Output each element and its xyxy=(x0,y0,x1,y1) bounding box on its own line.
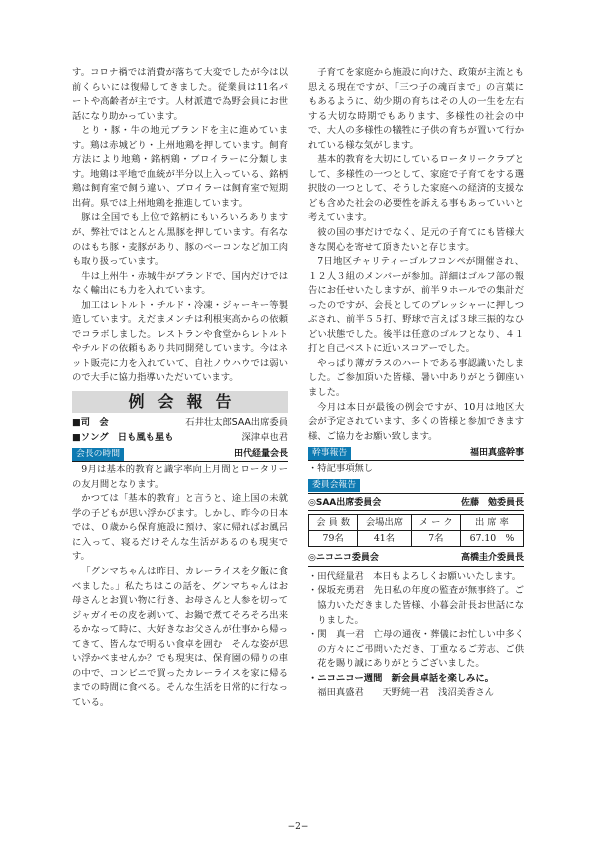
song-value: 深津卓也君 xyxy=(241,431,288,443)
president-time-tag: 会長の時間 xyxy=(72,448,124,461)
song-label: ■ソング 日も風も星も xyxy=(72,431,174,443)
secretary-report-header xyxy=(308,446,524,461)
page-number: −2− xyxy=(287,822,309,832)
attendance-value-cell: 79名 xyxy=(309,531,358,547)
report-paragraph-5: 加工はレトルト・チルド・冷凍・ジャーキー等製造しています。えだまメンチは利根実高からの依頼でコラボしました。レストランや食堂からレトルトやチルドの依頼もあり共同開発しています。今はネット販売に力を入れていて、自社ノウハウでは弱いので大手に協力指導いただいています。 xyxy=(72,299,288,384)
secretary-report-tag: 幹事報告 xyxy=(308,447,351,460)
niko-names: 福田真盛君 天野純一君 浅沼美香さん xyxy=(317,687,494,699)
attendance-header-row xyxy=(309,515,524,531)
president-paragraph-2: かつては「基本的教育」と言うと、途上国の未就学の子どもが思い浮かびます。しかし、昨今の日本では、０歳から保育施設に預け、家に帰ればお風呂に入って、寝るだけそんな生活があるのも現実です。 xyxy=(72,493,288,563)
president-time-header xyxy=(72,447,288,462)
attendance-value-cell: 7名 xyxy=(411,531,460,547)
attendance-header-cell: メ ー ク xyxy=(411,515,460,531)
song-row xyxy=(72,431,288,446)
saa-committee-title: ◎SAA出席委員会 xyxy=(308,497,382,508)
meeting-report-banner: 例会報告 xyxy=(72,391,288,413)
president-paragraph-1: 9月は基本的教育と識字率向上月間とロータリーの友月間となります。 xyxy=(72,464,288,490)
president-paragraph-7: 7日地区チャリティーゴルフコンペが開催され、１２人３組のメンバーが参加。詳細はゴルフ部の報告にお任せいたしますが、前半９ホールでの集計だったのですが、会長としてのプレッシャーに押しつぶされ、前半５５打、野球で言えば３球三振的なひどい状態でした。後半は任意のゴルフとなり、４１打と自己ベストに近いスコアーでした。 xyxy=(308,256,524,355)
president-paragraph-4: 子育てを家庭から施設に向けた、政策が主流とも思える現在ですが、「三つ子の魂百まで」の言葉にもあるように、幼少期の育ちはその人の一生を左右する大切な時期でもあります、多様性の社会の中で、大人の多様性の犠牲に子供の育ちが置いて行かれている様な気がします。 xyxy=(308,67,524,151)
niko-committee-header xyxy=(308,551,524,567)
right-column xyxy=(308,66,524,701)
attendance-value-cell: 67.10 % xyxy=(460,531,523,547)
president-paragraph-3: 「グンマちゃんは昨日、カレーライスを夕飯に食べました。」私たちはこの話を、グンマちゃんはお母さんとお買い物に行き、お母さんと人参を切ってジャガイモの皮を剥いて、お鍋で煮てそろそろ出来るかなって時に、大好きなお父さんが仕事から帰ってきて、皆んなで明るい食卓を囲む そんな姿が思い浮かべませんか？でも現実は、保育園の帰りの車の中で、コンビニで買ったカレーライスを家に帰るまでの時間に食べる。そんな生活を日常的に行なっている。 xyxy=(72,565,288,708)
president-paragraph-5: 基本的教育を大切にしているロータリークラブとして、多様性の一つとして、家庭で子育てをする選択肢の一つとして、そうした家庭への経済的支援なども含めた社会の必要性を訴える事もあっていいと考えています。 xyxy=(308,154,524,224)
niko-item: ・田代経量君 本日もよろしくお願いいたします。 xyxy=(308,570,522,582)
committee-report-tag: 委員会報告 xyxy=(308,479,360,492)
mc-row xyxy=(72,416,288,431)
saa-committee-header xyxy=(308,496,524,512)
report-paragraph-3: 豚は全国でも上位で銘柄にもいろいろありますが、弊社ではとんとん黒豚を押しています。有名なのはもち豚・麦豚があり、豚のベーコンなど加工肉も取り扱っています。 xyxy=(72,212,288,268)
president-name: 田代経量会長 xyxy=(233,448,288,459)
attendance-value-cell: 41名 xyxy=(358,531,412,547)
report-paragraph-1: す。コロナ禍では消費が落ちて大変でしたが今は以前くらいには復帰してきました。従業員は11名パートや高齢者が主です。人材派遣で為野会員にお世話になり助かっています。 xyxy=(72,67,288,122)
niko-item-week: ・ニコニコー週間 新会員卓話を楽しみに。 xyxy=(308,672,494,684)
committee-report-header xyxy=(308,479,524,494)
president-paragraph-8: やっぱり薄ガラスのハートである事認識いたしました。ご参加頂いた皆様、暑い中ありがとう御座いました。 xyxy=(308,357,524,399)
left-column xyxy=(72,66,288,710)
niko-item: ・保坂充勇君 先日私の年度の監査が無事終了。ご協力いただきました皆様、小暮会計長お世話になりました。 xyxy=(308,585,524,626)
attendance-table xyxy=(308,514,524,547)
president-paragraph-6: 彼の国の事だけでなく、足元の子育てにも皆様大きな関心を寄せて頂きたいと存じます。 xyxy=(308,227,524,253)
attendance-header-cell: 出 席 率 xyxy=(460,515,523,531)
report-paragraph-4: 牛は上州牛・赤城牛がブランドで、国内だけではなく輸出にも力を入れています。 xyxy=(72,270,288,297)
niko-committee-chair: 高橋圭介委員長 xyxy=(460,553,524,564)
mc-value: 石井壮太郎SAA出席委員 xyxy=(185,417,288,429)
niko-item: ・関 真一君 亡母の通夜・葬儀にお忙しい中多くの方々にご弔問いただき、丁重なるご芳志、ご供花を賜り誠にありがとうございました。 xyxy=(308,629,524,670)
mc-label: ■司 会 xyxy=(72,417,109,429)
attendance-header-cell: 会場出席 xyxy=(358,515,412,531)
secretary-item: ・特記事項無し xyxy=(308,463,374,475)
niko-committee-title: ◎ニコニコ委員会 xyxy=(308,553,379,564)
attendance-value-row xyxy=(309,531,524,547)
president-paragraph-9: 今月は本日が最後の例会ですが、10月は地区大会が予定されています、多くの皆様と参加できます様、ご協力をお願い致します。 xyxy=(308,401,524,442)
secretary-name: 福田真盛幹事 xyxy=(469,447,524,458)
saa-committee-chair: 佐藤 勉委員長 xyxy=(460,497,524,508)
attendance-header-cell: 会 員 数 xyxy=(309,515,358,531)
report-paragraph-2: とり・豚・牛の地元ブランドを主に進めています。鶏は赤城どり・上州地鶏を押しています。飼育方法により地鶏・銘柄鶏・ブロイラーに分類します。地鶏は平地で血統が半分以上入っている、銘柄鶏は飼育室で飼う違い、ブロイラーは飼育室で短期出荷。県では上州地鶏を推進しています。 xyxy=(72,125,288,209)
